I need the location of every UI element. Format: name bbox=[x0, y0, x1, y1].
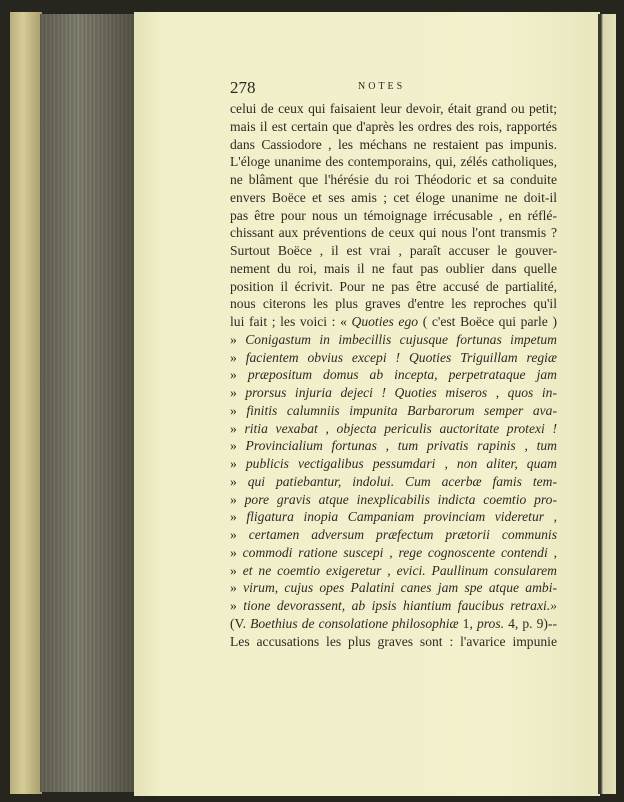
text-segment: ( c'est Boëce qui parle ) bbox=[418, 314, 557, 329]
text-line bbox=[230, 579, 557, 597]
italic-text: tione devorassent, ab ipsis hiantium faucibus retraxi.» bbox=[243, 598, 557, 613]
text-line bbox=[230, 615, 557, 633]
text-line bbox=[230, 331, 557, 349]
italic-text: ritia vexabat , objecta periculis auctoritate protexi ! bbox=[244, 420, 557, 436]
text-segment: » bbox=[230, 438, 246, 454]
text-segment: » bbox=[230, 349, 246, 365]
italic-text: virum, cujus opes Palatini canes jam spe atque ambi- bbox=[243, 580, 558, 596]
page-text bbox=[230, 78, 557, 650]
text-segment: (V. bbox=[230, 615, 251, 631]
italic-text: facientem obvius excepi ! Quoties Triguillam regiæ bbox=[245, 349, 558, 365]
text-line bbox=[230, 171, 557, 189]
facing-page-edge bbox=[598, 14, 616, 794]
italic-text: Quoties ego bbox=[351, 314, 419, 329]
text-segment: » bbox=[230, 598, 244, 613]
italic-text: fligatura inopia Campaniam provinciam videretur , bbox=[246, 509, 557, 525]
text-segment: 4, p. 9)-- bbox=[504, 615, 557, 631]
text-line bbox=[230, 260, 557, 278]
text-line bbox=[230, 295, 557, 313]
text-line bbox=[230, 633, 557, 651]
italic-text: prorsus injuria dejeci ! Quoties miseros , quos in- bbox=[245, 385, 557, 400]
text-segment: » bbox=[230, 527, 249, 542]
italic-text: præpositum domus ab incepta, perpetrataque jam bbox=[247, 367, 557, 383]
text-line bbox=[230, 526, 557, 544]
page-edges bbox=[40, 14, 136, 792]
italic-text: pros. bbox=[476, 615, 505, 631]
text-segment: » bbox=[230, 331, 246, 347]
body-text bbox=[230, 100, 557, 650]
text-line bbox=[230, 153, 557, 171]
text-segment: chissant aux préventions de ceux qui nous l'ont transmis ? bbox=[230, 225, 557, 241]
italic-text: et ne coemtio exigeretur , evici. Paullinum consularem bbox=[242, 562, 557, 578]
text-segment: » bbox=[230, 580, 244, 596]
text-line bbox=[230, 100, 557, 118]
book-cover-edge bbox=[10, 12, 42, 794]
text-segment: » bbox=[230, 402, 247, 418]
text-line bbox=[230, 544, 557, 562]
text-line bbox=[230, 278, 557, 296]
italic-text: Provincialium fortunas , tum privatis rapinis , tum bbox=[245, 438, 557, 454]
italic-text: qui patiebantur, indolui. Cum acerbæ famis tem- bbox=[247, 473, 557, 489]
italic-text: pore gravis atque inexplicabilis indicta coemtio pro- bbox=[244, 491, 557, 507]
text-line bbox=[230, 189, 557, 207]
text-segment: dans Cassiodore , les méchans ne restaient pas impunis. bbox=[230, 136, 557, 152]
text-segment: Surtout Boëce , il est vrai , paraît accuser le gouver- bbox=[230, 243, 557, 258]
text-segment: » bbox=[230, 491, 245, 507]
text-segment: nement du roi, mais il ne faut pas oublier dans quelle bbox=[230, 260, 557, 276]
page-header bbox=[230, 78, 557, 100]
text-segment: position il écrivit. Pour ne pas être accusé de partialité, bbox=[230, 278, 557, 294]
text-line bbox=[230, 597, 557, 615]
text-segment: envers Boëce et ses amis ; cet éloge unanime ne doit-il bbox=[230, 189, 557, 205]
text-segment: Les accusations les plus graves sont : l'avarice impunie bbox=[230, 633, 557, 649]
text-line bbox=[230, 384, 557, 402]
text-line bbox=[230, 136, 557, 154]
text-line bbox=[230, 224, 557, 242]
text-segment: » bbox=[230, 509, 247, 525]
text-segment: celui de ceux qui faisaient leur devoir, était grand ou petit; bbox=[230, 101, 557, 116]
italic-text: certamen adversum præfectum prætorii communis bbox=[248, 527, 557, 542]
text-line bbox=[230, 366, 557, 384]
text-line bbox=[230, 207, 557, 225]
text-segment: pas être pour nous un témoignage irrécusable , en réflé- bbox=[230, 207, 557, 223]
text-line bbox=[230, 118, 557, 136]
running-head: NOTES bbox=[358, 81, 406, 92]
text-segment: ne blâment que l'hérésie du roi Théodoric et sa conduite bbox=[230, 172, 557, 187]
text-line bbox=[230, 491, 557, 509]
text-line bbox=[230, 455, 557, 473]
text-line bbox=[230, 473, 557, 491]
text-line bbox=[230, 508, 557, 526]
text-line bbox=[230, 437, 557, 455]
text-segment: » bbox=[230, 562, 243, 578]
text-line bbox=[230, 313, 557, 331]
italic-text: Boethius de consolatione philosophiæ bbox=[250, 615, 459, 631]
text-segment: mais il est certain que d'après les ordres des rois, rapportés bbox=[230, 118, 557, 134]
italic-text: Conigastum in imbecillis cujusque fortunas impetum bbox=[245, 331, 557, 347]
text-segment: » bbox=[230, 420, 245, 436]
text-segment: lui fait ; les voici : « bbox=[230, 314, 352, 329]
text-segment: L'éloge unanime des contemporains, qui, zélés catholiques, bbox=[230, 154, 557, 170]
text-line bbox=[230, 562, 557, 580]
text-line bbox=[230, 420, 557, 438]
text-line bbox=[230, 349, 557, 367]
text-segment: » bbox=[230, 473, 248, 489]
text-segment: 1, bbox=[458, 615, 477, 631]
italic-text: publicis vectigalibus pessumdari , non aliter, quam bbox=[245, 456, 557, 471]
text-segment: » bbox=[230, 456, 246, 471]
italic-text: finitis calumniis impunita Barbarorum semper ava- bbox=[246, 402, 557, 418]
page-number: 278 bbox=[230, 78, 256, 97]
text-line bbox=[230, 402, 557, 420]
text-segment: nous citerons les plus graves d'entre les reproches qu'il bbox=[230, 296, 557, 312]
text-segment: » bbox=[230, 544, 243, 560]
italic-text: commodi ratione suscepi , rege cognoscente contendi , bbox=[242, 544, 557, 560]
text-segment: » bbox=[230, 367, 248, 383]
text-line bbox=[230, 242, 557, 260]
text-segment: » bbox=[230, 385, 246, 400]
